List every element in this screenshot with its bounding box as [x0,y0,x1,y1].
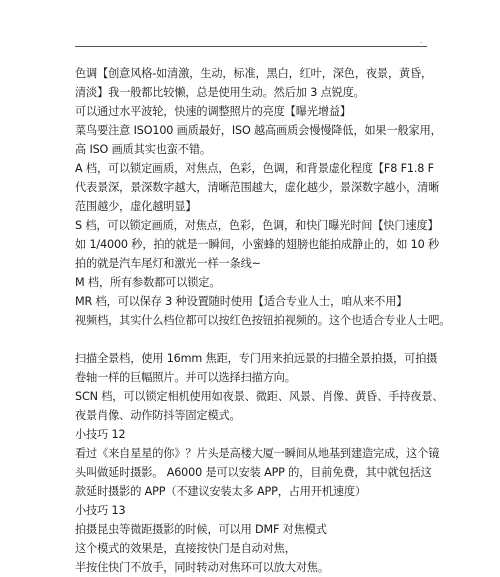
text-line: SCN 档，可以锁定相机使用如夜景、微距、风景、肖像、黄昏、手持夜景、 [75,390,444,403]
section-heading: 小技巧 12 [75,428,126,441]
blank-line [75,330,435,349]
section-heading: 小技巧 13 [75,504,126,517]
text-line: 夜景肖像、动作防抖等固定模式。 [75,409,241,422]
text-line: 视频档，其实什么档位都可以按红色按钮拍视频的。这个也适合专业人士吧。 [75,314,451,327]
text-line: 如 1/4000 秒，拍的就是一瞬间，小蜜蜂的翅膀也能拍成静止的，如 10 秒 [75,238,440,251]
text-line: 拍摄昆虫等微距摄影的时候，可以用 DMF 对焦模式 [75,523,327,536]
text-line: 头叫做延时摄影。 A6000 是可以安装 APP 的，目前免费，其中就包括这 [75,466,432,479]
body-text [75,64,451,577]
text-line: 看过《来自星星的你》？片头是高楼大厦一瞬间从地基到建造完成，这个镜 [75,447,440,460]
text-line: 半按住快门不放手，同时转动对焦环可以放大对焦。 [75,561,329,574]
text-line: 清淡】我一般都比较懒，总是使用生动。然后加 3 点锐度。 [75,86,365,99]
text-line: 拍的就是汽车尾灯和激光一样一条线~ [75,257,261,270]
text-line: A 档，可以锁定画质，对焦点，色彩，色调，和背景虚化程度【F8 F1.8 F [75,162,434,175]
text-line: 扫描全景档，使用 16mm 焦距，专门用来拍远景的扫描全景拍摄，可拍摄 [75,352,438,365]
header-corner-mark: . [420,36,423,45]
text-line: 色调【创意风格-如清激，生动，标准，黑白，红叶，深色，夜景，黄昏， [75,67,433,80]
text-line: 这个模式的效果是，直接按快门是自动对焦， [75,542,296,555]
text-line: 代表景深，景深数字越大，清晰范围越大，虚化越少，景深数字越小，清晰 [75,181,440,194]
text-line: 高 ISO 画质其实也蛮不错。 [75,143,211,156]
text-line: 菜鸟要注意 ISO100 画质最好，ISO 越高画质会慢慢降低，如果一般家用， [75,124,442,137]
text-line: M 档，所有参数都可以锁定。 [75,276,221,289]
text-line: 范围越少，虚化越明显】 [75,200,197,213]
text-line: 款延时摄影的 APP（不建议安装太多 APP，占用开机速度） [75,485,367,498]
text-line: S 档，可以锁定画质，对焦点，色彩，色调，和快门曝光时间【快门速度】 [75,219,439,232]
text-line: 可以通过水平波轮，快速的调整照片的亮度【曝光增益】 [75,105,351,118]
header-rule [75,46,427,47]
text-line: MR 档，可以保存 3 种设置随时使用【适合专业人士，咱从来不用】 [75,295,408,308]
text-line: 卷轴一样的巨幅照片。并可以选择扫描方向。 [75,371,296,384]
